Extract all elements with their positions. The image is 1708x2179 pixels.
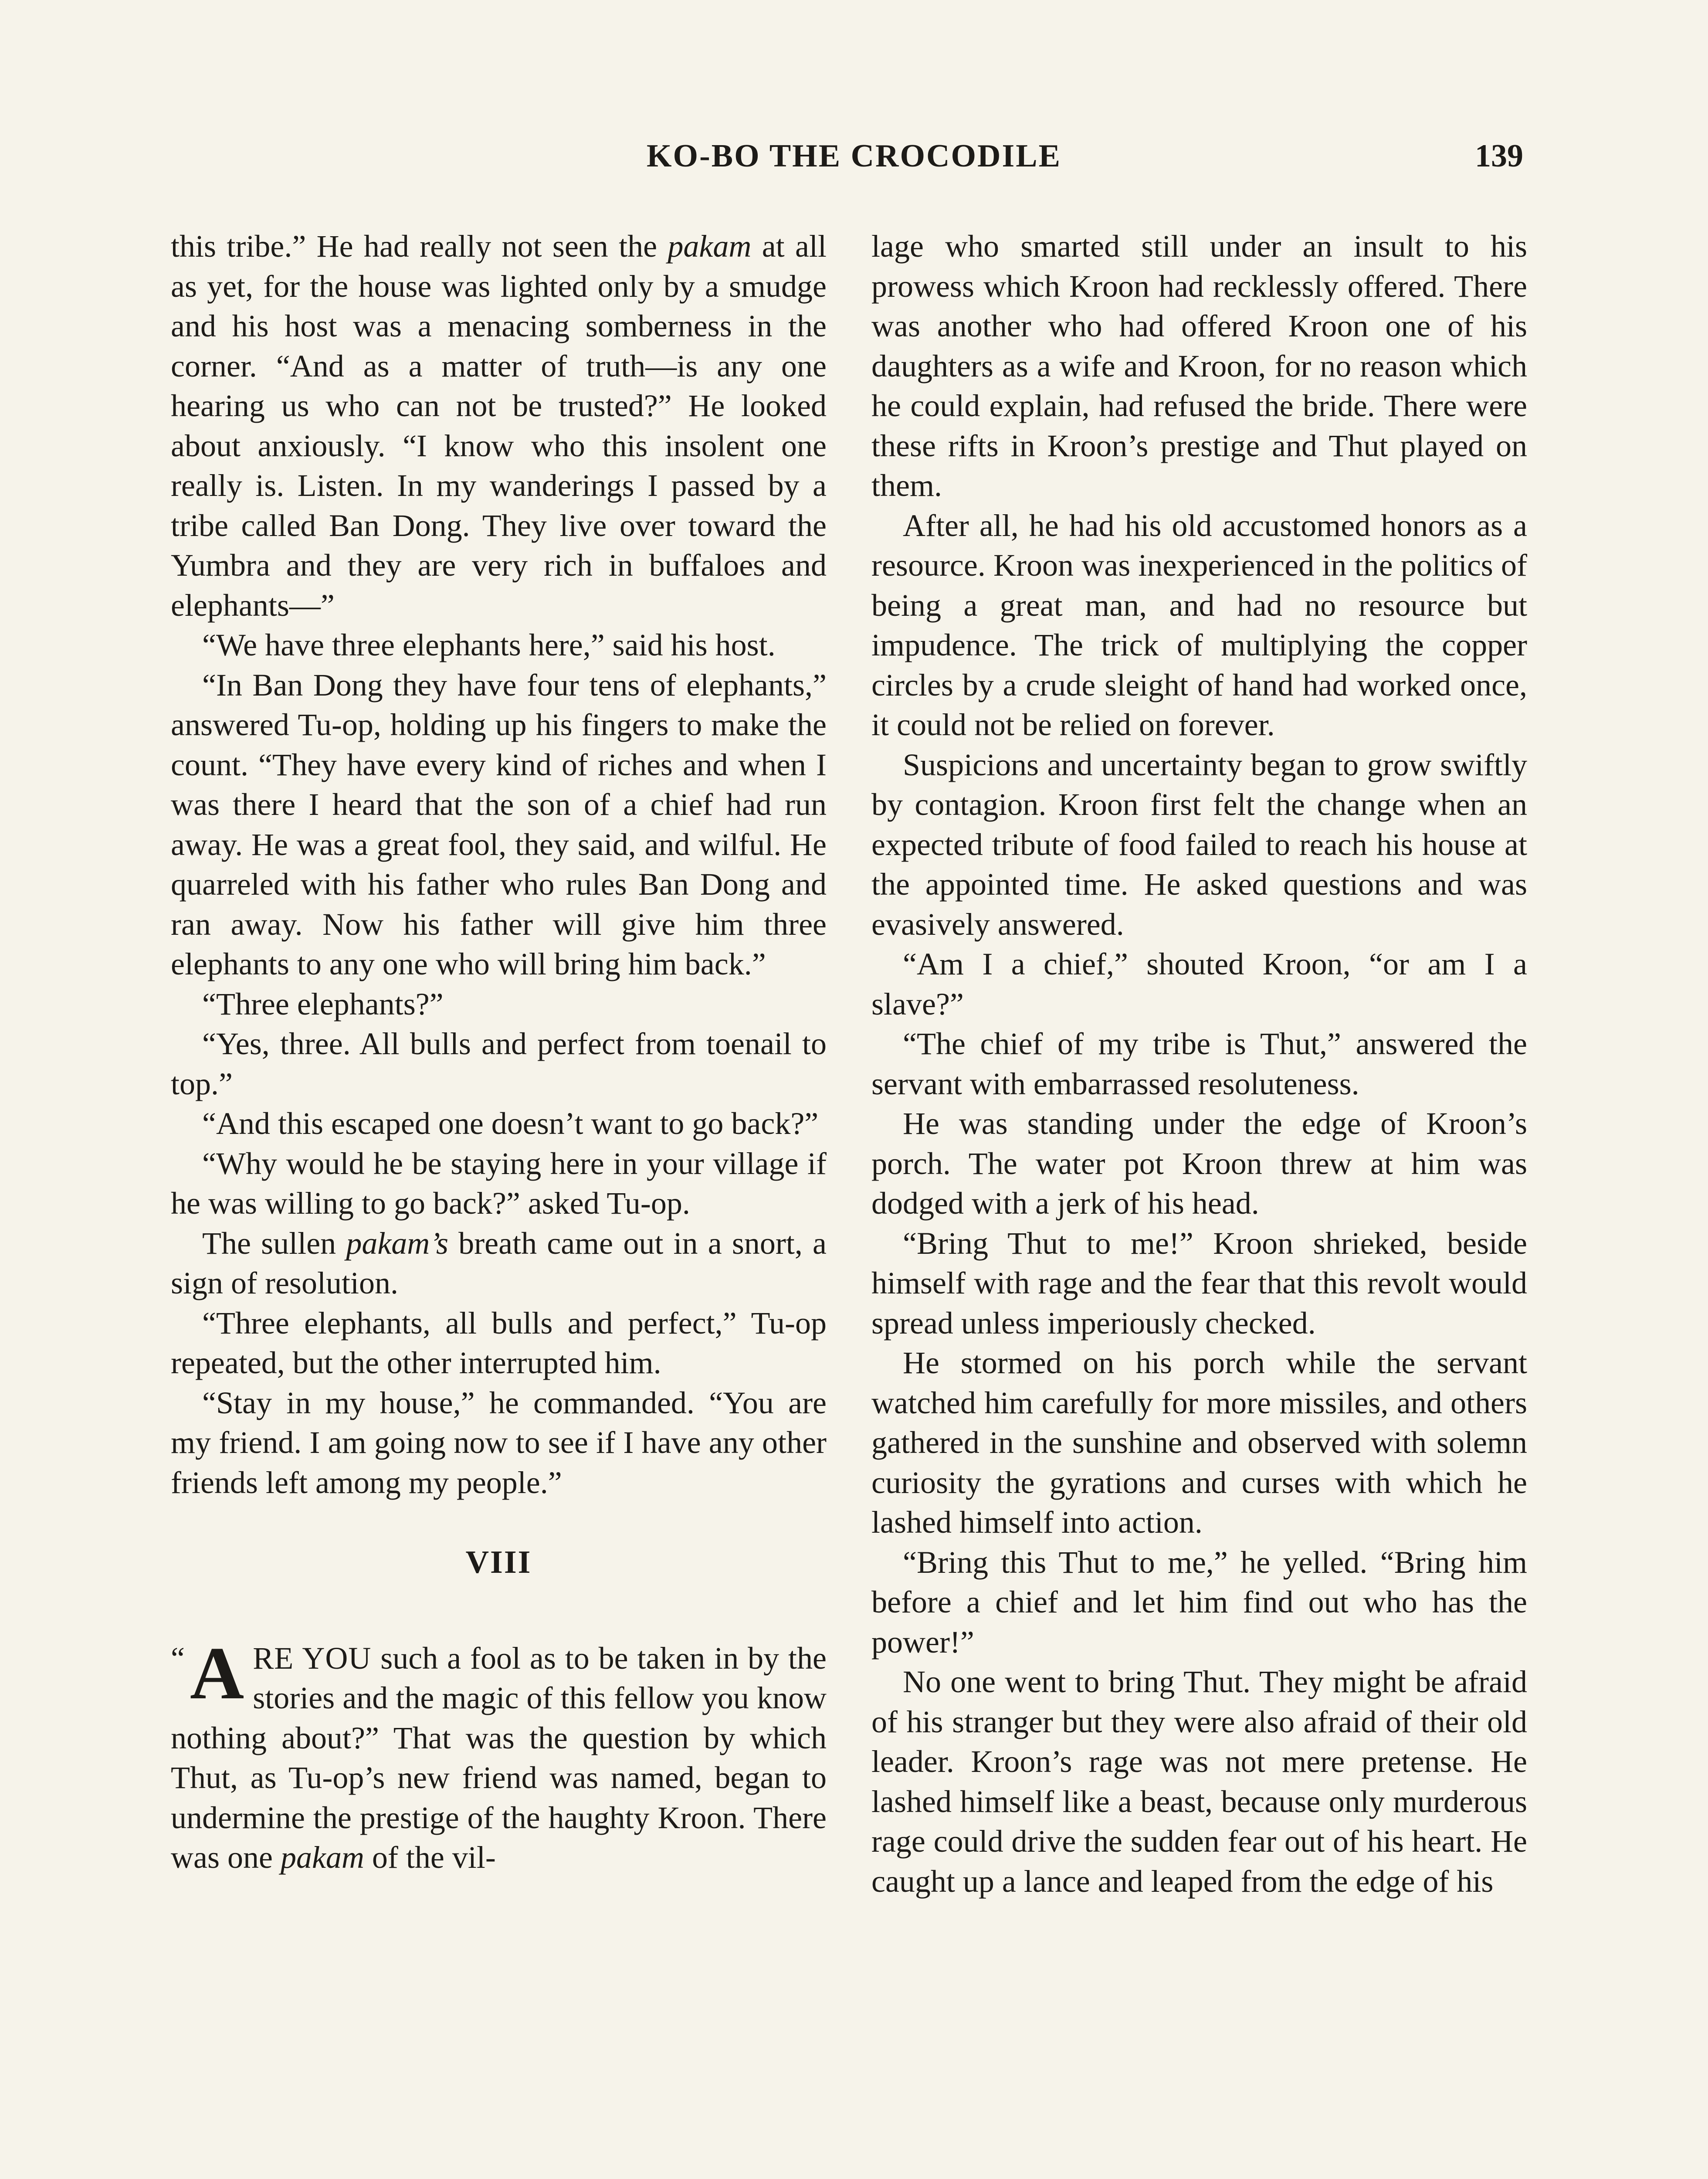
paragraph: After all, he had his old accustomed honors as a resource. Kroon was inexperienced in the politics of being a great man, and had no resource but impudence. The trick of multiplying the copper circles by a crude sleight of hand had worked once, it could not be relied on forever. <box>871 508 1527 742</box>
paragraph: “And this escaped one doesn’t want to go back?” <box>202 1106 819 1141</box>
paragraph: “Yes, three. All bulls and perfect from toenail to top.” <box>171 1026 827 1101</box>
paragraph: “The chief of my tribe is Thut,” answered the servant with embarrassed resoluteness. <box>871 1026 1527 1101</box>
paragraph: The sullen pakam’s breath came out in a snort, a sign of resolution. <box>171 1225 827 1300</box>
paragraph: “Three elephants?” <box>202 986 444 1022</box>
paragraph: He stormed on his porch while the servant watched him carefully for more missiles, and others gathered in the sunshine and observed with solemn curiosity the gyrations and curses with which he lashed himself into action. <box>871 1345 1527 1540</box>
paragraph: this tribe.” He had really not seen the pakam at all as yet, for the house was lighted only by a smudge and his host was a menacing somberness in the corner. “And as a matter of truth—is any one hearing us who can not be trusted?” He looked about anxiously. “I know who this insolent one really is. Listen. In my wanderings I passed by a tribe called Ban Dong. They live over toward the Yumbra and they are very rich in buffaloes and elephants—” <box>171 229 827 623</box>
paragraph: “Why would he be staying here in your village if he was willing to go back?” asked Tu-op. <box>171 1146 827 1221</box>
paragraph: He was standing under the edge of Kroon’s porch. The water pot Kroon threw at him was dodged with a jerk of his head. <box>871 1106 1527 1221</box>
right-column <box>871 227 1527 1901</box>
page-number: 139 <box>1475 138 1523 174</box>
drop-cap: A <box>190 1632 244 1715</box>
paragraph: “We have three elephants here,” said his host. <box>202 628 776 662</box>
paragraph: Suspicions and uncertainty began to grow swiftly by contagion. Kroon first felt the change when an expected tribute of food failed to reach his house at the appointed time. He asked questions and was evasively answered. <box>871 747 1527 942</box>
paragraph: No one went to bring Thut. They might be afraid of his stranger but they were also afraid of their old leader. Kroon’s rage was not mere pretense. He lashed himself like a beast, because only murderous rage could drive the sudden fear out of his heart. He caught up a lance and leaped from the edge of his <box>871 1664 1527 1899</box>
paragraph: “In Ban Dong they have four tens of elephants,” answered Tu-op, holding up his fingers to make the count. “They have every kind of riches and when I was there I heard that the son of a chief had run away. He was a great fool, they said, and wilful. He quarreled with his father who rules Ban Dong and ran away. Now his father will give him three elephants to any one who will bring him back.” <box>171 667 827 981</box>
opening-quote: “ <box>171 1640 185 1676</box>
running-title: KO-BO THE CROCODILE <box>646 138 1061 174</box>
paragraph: “Bring this Thut to me,” he yelled. “Bring him before a chief and let him find out who has the power!” <box>871 1544 1527 1660</box>
paragraph: “ A RE YOU such a fool as to be taken in by the stories and the magic of this fellow you know nothing about?” That was the question by which Thut, as Tu-op’s new friend was named, began to undermine the prestige of the haughty Kroon. There was one pakam of the vil- <box>171 1632 827 1875</box>
paragraph: “Bring Thut to me!” Kroon shrieked, beside himself with rage and the fear that this revolt would spread unless imperiously checked. <box>871 1225 1527 1341</box>
paragraph: “Stay in my house,” he commanded. “You are my friend. I am going now to see if I have any other friends left among my people.” <box>171 1385 827 1500</box>
paragraph: “Three elephants, all bulls and perfect,” Tu-op repeated, but the other interrupted him. <box>171 1305 827 1380</box>
left-column <box>171 227 827 1878</box>
paragraph: “Am I a chief,” shouted Kroon, “or am I a slave?” <box>871 947 1527 1022</box>
paragraph: lage who smarted still under an insult to his prowess which Kroon had recklessly offered. There was another who had offered Kroon one of his daughters as a wife and Kroon, for no reason which he could explain, had refused the bride. There were these rifts in Kroon’s prestige and Thut played on them. <box>871 229 1527 503</box>
chapter-heading: VIII <box>465 1544 532 1580</box>
